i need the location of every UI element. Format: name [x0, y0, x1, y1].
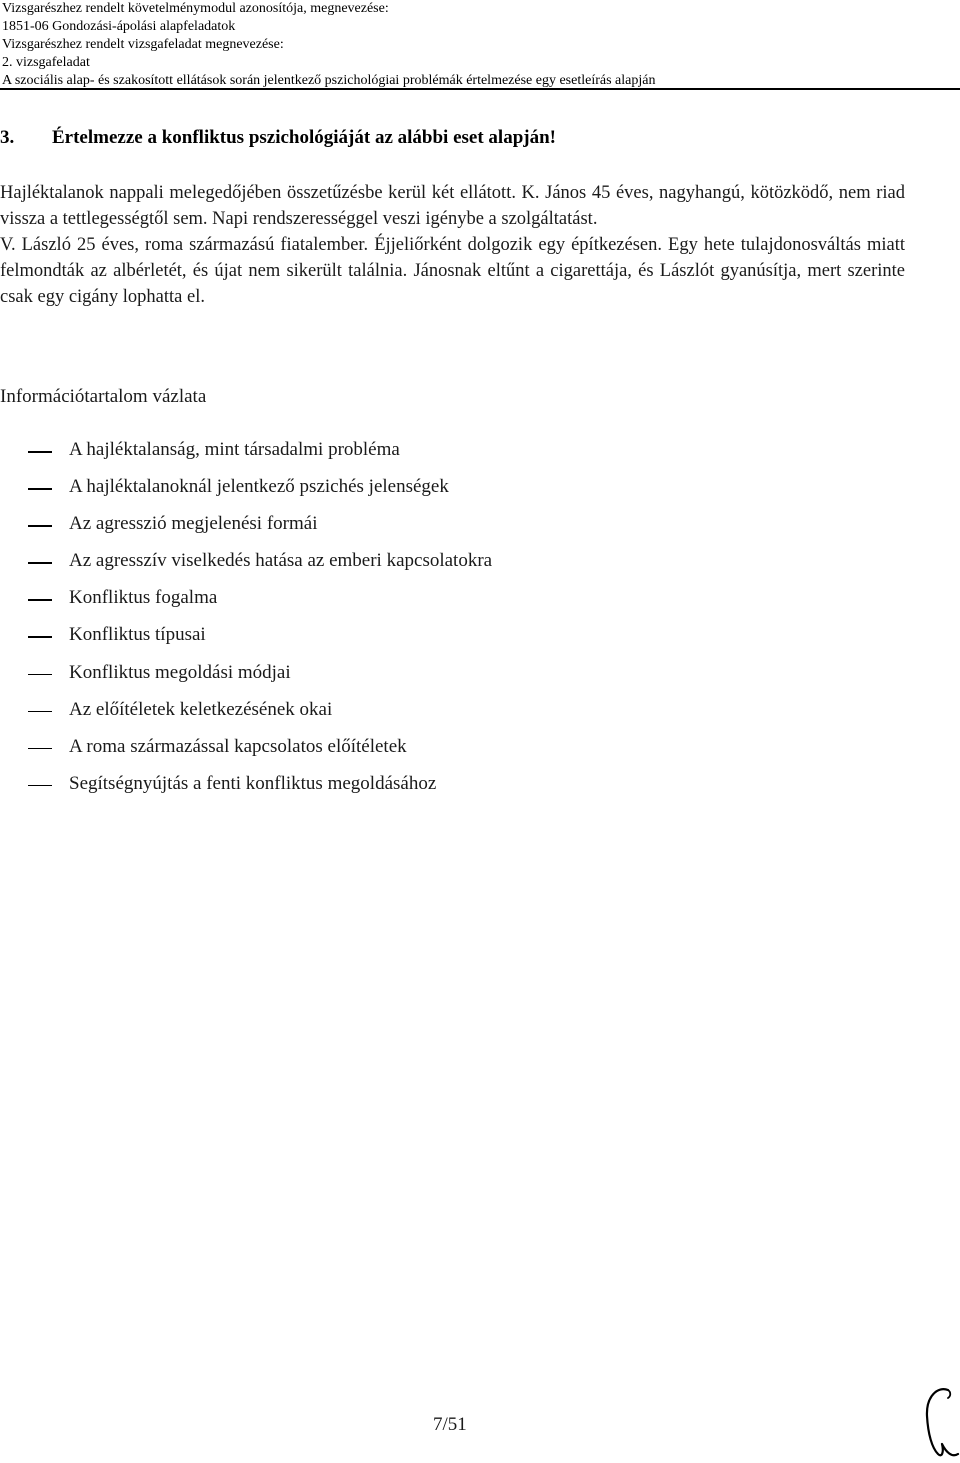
- task-number: 3.: [0, 127, 15, 148]
- dash-bullet-icon: [28, 488, 52, 490]
- list-item: [0, 546, 492, 583]
- outline-list: [0, 435, 492, 806]
- dash-bullet-icon: [28, 785, 52, 787]
- list-item: [0, 695, 492, 732]
- header-task-label: Vizsgarészhez rendelt vizsgafeladat megnevezése:: [2, 37, 284, 52]
- case-description: [0, 180, 905, 310]
- dash-bullet-icon: [28, 711, 52, 713]
- case-paragraph: V. László 25 éves, roma származású fiatalember. Éjjeliőrként dolgozik egy építkezésen. Egy hete tulajdonosváltás miatt felmondták az albérletét, és újat nem sikerült találnia. Jánosnak eltűnt a cigarettája, és Lászlót gyanúsítja, mert szerinte csak egy cigány lophatta el.: [0, 235, 905, 307]
- list-item: [0, 769, 492, 806]
- list-item: [0, 583, 492, 620]
- task-heading: [0, 127, 556, 149]
- list-item-text: Az előítéletek keletkezésének okai: [69, 698, 333, 720]
- dash-bullet-icon: [28, 748, 52, 750]
- header-task-name: 2. vizsgafeladat: [2, 55, 90, 70]
- dash-bullet-icon: [28, 562, 52, 564]
- list-item-text: Segítségnyújtás a fenti konfliktus megoldásához: [69, 772, 437, 794]
- list-item: [0, 658, 492, 695]
- list-item-text: A roma származással kapcsolatos előítéletek: [69, 735, 407, 757]
- list-item-text: Konfliktus megoldási módjai: [69, 661, 291, 683]
- list-item: [0, 435, 492, 472]
- list-item-text: Konfliktus típusai: [69, 624, 206, 646]
- list-item: [0, 509, 492, 546]
- list-item-text: Konfliktus fogalma: [69, 587, 218, 609]
- header-module-name: 1851-06 Gondozási-ápolási alapfeladatok: [2, 19, 236, 34]
- list-item: [0, 732, 492, 769]
- page-header: [2, 0, 958, 90]
- handwritten-signature: [918, 1382, 960, 1462]
- list-item-text: Az agresszív viselkedés hatása az emberi kapcsolatokra: [69, 550, 493, 572]
- dash-bullet-icon: [28, 636, 52, 638]
- dash-bullet-icon: [28, 451, 52, 453]
- case-paragraph: Hajléktalanok nappali melegedőjében összetűzésbe kerül két ellátott. K. János 45 éves, nagyhangú, kötözködő, nem riad vissza a tettlegességtől sem. Napi rendszerességgel veszi igénybe a szolgáltatást.: [0, 183, 905, 229]
- task-title: Értelmezze a konfliktus pszichológiáját az alábbi eset alapján!: [52, 127, 556, 148]
- list-item-text: A hajléktalanoknál jelentkező pszichés jelenségek: [69, 476, 449, 498]
- header-divider: [0, 88, 960, 90]
- header-task-description: A szociális alap- és szakosított ellátások során jelentkező pszichológiai problémák értelmezése egy esetleírás alapján: [2, 73, 656, 88]
- header-module-label: Vizsgarészhez rendelt követelménymodul azonosítója, megnevezése:: [2, 1, 389, 16]
- dash-bullet-icon: [28, 674, 52, 676]
- list-item: [0, 472, 492, 509]
- dash-bullet-icon: [28, 599, 52, 601]
- outline-title: Információtartalom vázlata: [0, 386, 207, 407]
- dash-bullet-icon: [28, 525, 52, 527]
- list-item-text: Az agresszió megjelenési formái: [69, 513, 318, 535]
- page-number: 7/51: [433, 1414, 467, 1435]
- list-item: [0, 620, 492, 657]
- list-item-text: A hajléktalanság, mint társadalmi probléma: [69, 439, 400, 460]
